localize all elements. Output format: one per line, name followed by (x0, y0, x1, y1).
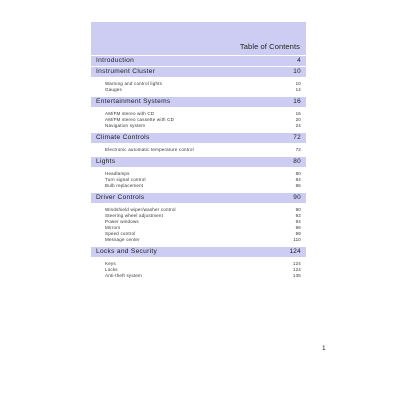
section-page-number: 72 (293, 134, 301, 141)
entry-title: Speed control (105, 231, 136, 236)
section-header[interactable] (91, 56, 306, 66)
toc-section (91, 156, 306, 192)
toc-section (91, 96, 306, 132)
entry-page-number: 135 (292, 273, 301, 278)
toc-title-band (91, 22, 306, 55)
section-entries (91, 107, 306, 132)
section-title: Introduction (96, 57, 135, 64)
entry-page-number: 16 (295, 111, 301, 116)
toc-entry[interactable] (91, 147, 306, 153)
toc-section (91, 192, 306, 246)
toc-entry[interactable] (91, 123, 306, 129)
section-entries (91, 203, 306, 246)
entry-title: Electronic automatic temperature control (105, 147, 194, 152)
section-header[interactable] (91, 96, 306, 107)
section-header[interactable] (91, 156, 306, 167)
entry-page-number: 14 (295, 87, 301, 92)
entry-title: Turn signal control (105, 177, 146, 182)
entry-title: Anti-theft system (105, 273, 142, 278)
toc-entry[interactable] (91, 273, 306, 279)
section-entries (91, 143, 306, 156)
entry-title: Navigation system (105, 123, 146, 128)
section-header[interactable] (91, 246, 306, 257)
section-title: Locks and Security (96, 248, 158, 255)
section-title: Entertainment Systems (96, 98, 171, 105)
entry-page-number: 124 (292, 267, 301, 272)
entry-title: AM/FM stereo cassette with CD (105, 117, 175, 122)
section-header[interactable] (91, 132, 306, 143)
page-number: 1 (322, 345, 326, 352)
entry-page-number: 94 (295, 219, 301, 224)
toc-entry[interactable] (91, 87, 306, 93)
section-title: Instrument Cluster (96, 68, 156, 75)
toc-section (91, 66, 306, 96)
entry-page-number: 20 (295, 117, 301, 122)
entry-page-number: 96 (295, 225, 301, 230)
entry-title: AM/FM stereo with CD (105, 111, 155, 116)
table-of-contents (91, 56, 306, 282)
entry-title: Bulb replacement (105, 183, 144, 188)
entry-title: Windshield wiper/washer control (105, 207, 176, 212)
section-title: Lights (96, 158, 116, 165)
toc-entry[interactable] (91, 237, 306, 243)
entry-page-number: 110 (293, 237, 301, 242)
toc-section (91, 246, 306, 282)
entry-page-number: 90 (295, 207, 301, 212)
toc-section (91, 56, 306, 66)
entry-page-number: 80 (295, 171, 301, 176)
section-page-number: 16 (293, 98, 301, 105)
section-header[interactable] (91, 192, 306, 203)
section-header[interactable] (91, 66, 306, 77)
entry-title: Warning and control lights (105, 81, 163, 86)
section-page-number: 90 (293, 194, 301, 201)
section-page-number: 124 (289, 248, 301, 255)
entry-title: Locks (105, 267, 118, 272)
section-entries (91, 257, 306, 282)
section-page-number: 80 (293, 158, 301, 165)
toc-section (91, 132, 306, 156)
section-entries (91, 77, 306, 96)
entry-page-number: 84 (295, 177, 301, 182)
section-title: Climate Controls (96, 134, 150, 141)
section-page-number: 4 (297, 57, 301, 64)
section-entries (91, 167, 306, 192)
entry-page-number: 124 (292, 261, 301, 266)
entry-page-number: 92 (295, 213, 301, 218)
entry-title: Power windows (105, 219, 139, 224)
entry-page-number: 24 (295, 123, 301, 128)
entry-page-number: 72 (295, 147, 301, 152)
toc-title: Table of Contents (239, 42, 300, 51)
entry-title: Message center (105, 237, 140, 242)
entry-page-number: 10 (295, 81, 301, 86)
entry-title: Headlamps (105, 171, 130, 176)
section-page-number: 10 (293, 68, 301, 75)
entry-title: Steering wheel adjustment (105, 213, 164, 218)
section-title: Driver Controls (96, 194, 145, 201)
entry-title: Keys (105, 261, 116, 266)
entry-title: Mirrors (105, 225, 121, 230)
toc-entry[interactable] (91, 183, 306, 189)
entry-page-number: 99 (295, 231, 301, 236)
entry-title: Gauges (105, 87, 122, 92)
entry-page-number: 86 (295, 183, 301, 188)
